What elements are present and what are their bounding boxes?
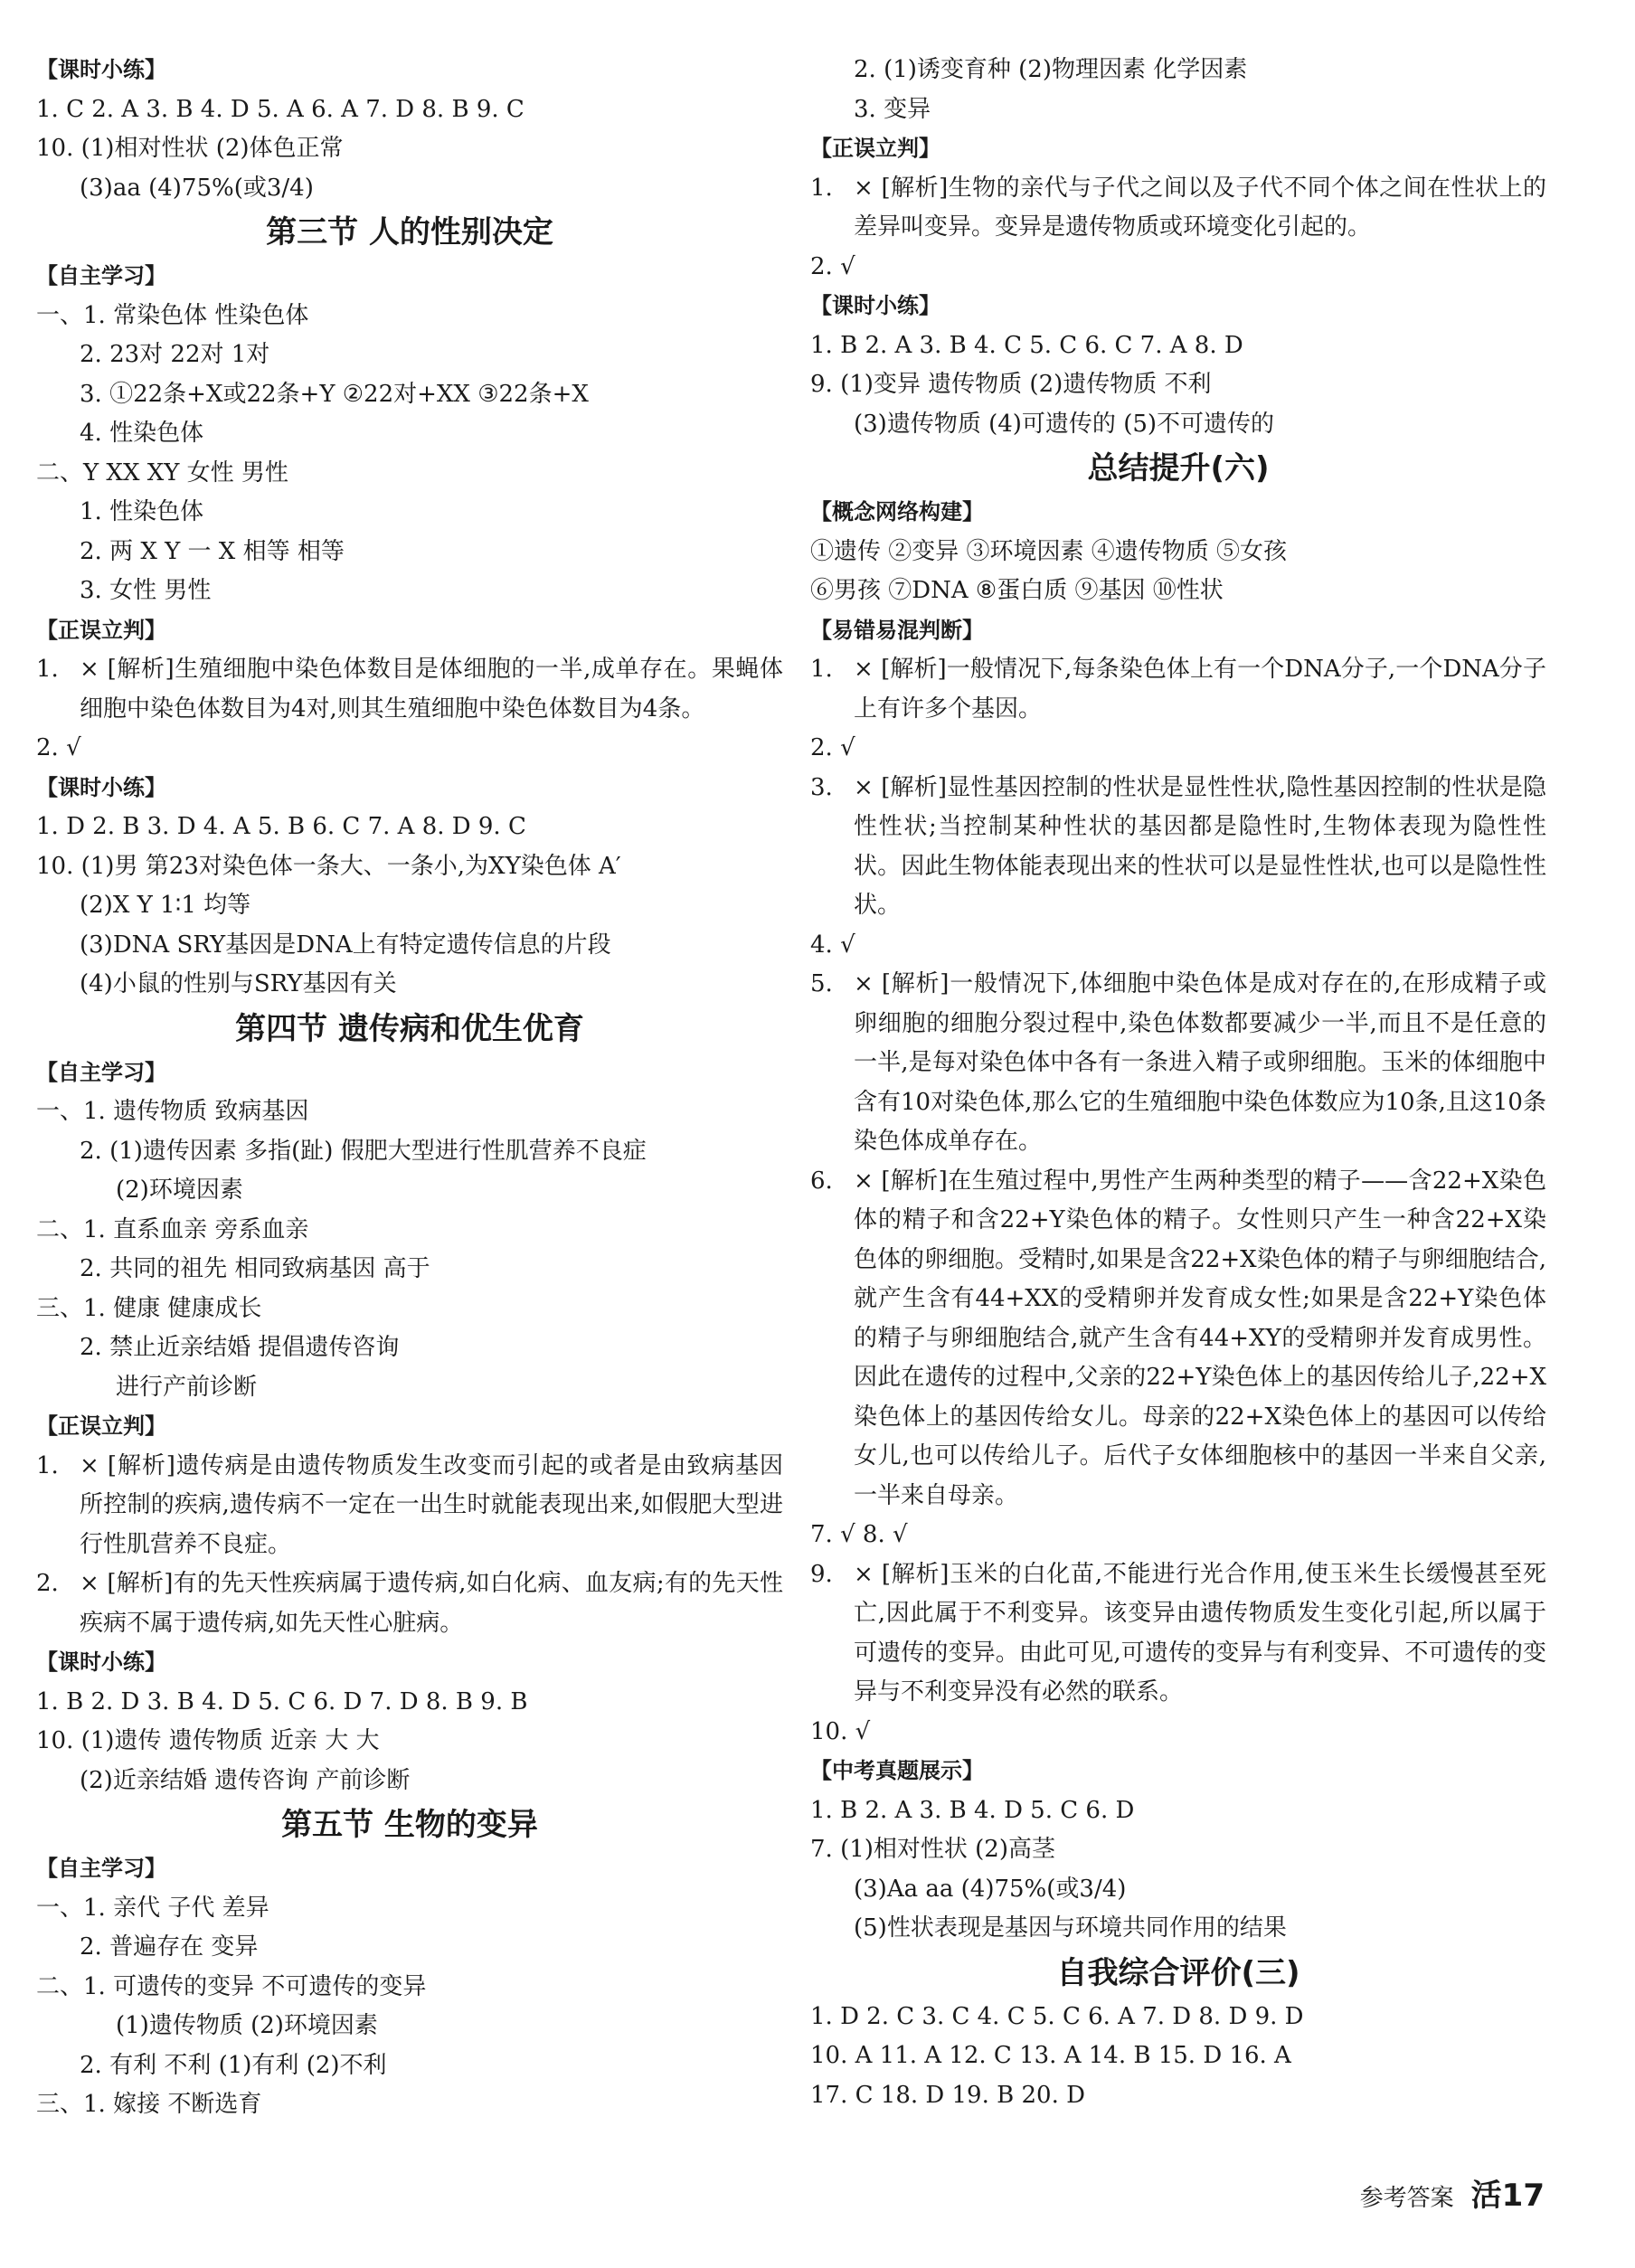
answer-line: 2. (1)诱变育种 (2)物理因素 化学因素: [854, 56, 1248, 83]
answer-line: 1. B 2. A 3. B 4. C 5. C 6. C 7. A 8. D: [810, 331, 1243, 359]
answer-line: 10. A 11. A 12. C 13. A 14. B 15. D 16. A: [810, 2042, 1291, 2069]
answer-line: 1. D 2. C 3. C 4. C 5. C 6. A 7. D 8. D 9. D: [810, 2002, 1304, 2030]
answer-line: (5)性状表现是基因与环境共同作用的结果: [854, 1914, 1287, 1942]
answer-line: 4. √: [810, 931, 855, 959]
explanation-item: [810, 1162, 1546, 1517]
answer-line: (4)小鼠的性别与SRY基因有关: [80, 970, 397, 997]
answer-line: 10. (1)男 第23对染色体一条大、一条小,为XY染色体 A′: [36, 852, 621, 880]
answer-line: 二、Y XX XY 女性 男性: [36, 458, 288, 487]
answer-line: 7. √ 8. √: [810, 1521, 908, 1548]
item-number: 9.: [810, 1560, 833, 1588]
section-heading: 第三节 人的性别决定: [266, 214, 553, 250]
answer-line: 2. 两 X Y 一 X 相等 相等: [80, 537, 345, 565]
section-label: 【自主学习】: [36, 263, 166, 288]
left-column: [36, 51, 783, 2125]
answer-line: 二、1. 直系血亲 旁系血亲: [36, 1215, 309, 1243]
item-number: 3.: [810, 773, 833, 801]
answer-line: 一、1. 亲代 子代 差异: [36, 1894, 269, 1922]
item-text: × [解析]显性基因控制的性状是显性性状,隐性基因控制的性状是隐性性状;当控制某种性状的基因都是隐性时,生物体表现为隐性性状。因此生物体能表现出来的性状可以是显性性状,也可以是隐性性状。: [854, 773, 1546, 919]
item-number: 1.: [810, 174, 833, 202]
answer-line: 7. (1)相对性状 (2)高茎: [810, 1836, 1055, 1863]
item-number: 1.: [36, 1451, 59, 1479]
answer-line: 三、1. 嫁接 不断选育: [36, 2091, 262, 2118]
answer-line: 二、1. 可遗传的变异 不可遗传的变异: [36, 1972, 427, 2000]
answer-line: 1. C 2. A 3. B 4. D 5. A 6. A 7. D 8. B 9. C: [36, 95, 525, 123]
page-number: 活17: [1470, 2178, 1545, 2214]
answer-line: ⑥男孩 ⑦DNA ⑧蛋白质 ⑨基因 ⑩性状: [810, 577, 1224, 604]
item-number: 2.: [36, 1570, 59, 1597]
answer-line: 10. (1)遗传 遗传物质 近亲 大 大: [36, 1727, 380, 1754]
section-label: 【正误立判】: [36, 1413, 166, 1439]
section-label: 【易错易混判断】: [810, 617, 984, 643]
item-number: 1.: [36, 656, 59, 683]
answer-line: 2. 有利 不利 (1)有利 (2)不利: [80, 2051, 387, 2079]
answer-line: 2. √: [810, 252, 855, 280]
answer-line: 1. B 2. A 3. B 4. D 5. C 6. D: [810, 1796, 1135, 1824]
answer-line: 3. 女性 男性: [80, 577, 212, 604]
explanation-item: [810, 1555, 1546, 1713]
item-text: × [解析]在生殖过程中,男性产生两种类型的精子——含22+X染色体的精子和含22+Y染色体的精子。女性则只产生一种含22+X染色体的卵细胞。受精时,如果是含22+X染色体的精子与卵细胞结合,就产生含有44+XX的受精卵并发育成女性;如果是含22+Y染色体的精子与卵细胞结合,就产生含有44+XY的受精卵并发育成男性。因此在遗传的过程中,父亲的22+Y染色体上的基因传给儿子,22+X染色体上的基因传给女儿。母亲的22+X染色体上的基因可以传给女儿,也可以传给儿子。后代子女体细胞核中的基因一半来自父亲,一半来自母亲。: [854, 1167, 1546, 1509]
section-label: 【自主学习】: [36, 1856, 166, 1881]
answer-line: (2)X Y 1∶1 均等: [80, 892, 251, 919]
section-label: 【自主学习】: [36, 1059, 166, 1085]
item-text: × [解析]一般情况下,每条染色体上有一个DNA分子,一个DNA分子上有许多个基因。: [854, 656, 1546, 723]
item-number: 6.: [810, 1167, 833, 1195]
answer-line: 10. √: [810, 1717, 871, 1745]
section-label: 【正误立判】: [36, 617, 166, 643]
section-heading: 总结提升(六): [1087, 450, 1270, 487]
item-number: 1.: [810, 656, 833, 683]
explanation-item: [36, 1564, 783, 1643]
item-text: × [解析]有的先天性疾病属于遗传病,如白化病、血友病;有的先天性疾病不属于遗传病,如先天性心脏病。: [80, 1570, 783, 1637]
answer-line: 1. D 2. B 3. D 4. A 5. B 6. C 7. A 8. D 9. C: [36, 813, 526, 840]
answer-line: 10. (1)相对性状 (2)体色正常: [36, 135, 344, 162]
explanation-item: [810, 169, 1546, 248]
answer-line: 17. C 18. D 19. B 20. D: [810, 2081, 1085, 2109]
section-label: 【正误立判】: [810, 136, 940, 161]
answer-line: (3)DNA SRY基因是DNA上有特定遗传信息的片段: [80, 931, 611, 959]
section-heading: 第四节 遗传病和优生优育: [235, 1010, 584, 1047]
item-text: × [解析]生殖细胞中染色体数目是体细胞的一半,成单存在。果蝇体细胞中染色体数目为4对,则其生殖细胞中染色体数目为4条。: [80, 656, 783, 723]
answer-line: 三、1. 健康 健康成长: [36, 1294, 262, 1322]
explanation-item: [810, 965, 1546, 1162]
answer-line: (1)遗传物质 (2)环境因素: [116, 2012, 378, 2039]
answer-line: 9. (1)变异 遗传物质 (2)遗传物质 不利: [810, 371, 1212, 398]
item-text: × [解析]遗传病是由遗传物质发生改变而引起的或者是由致病基因所控制的疾病,遗传病不一定在一出生时就能表现出来,如假肥大型进行性肌营养不良症。: [80, 1451, 783, 1558]
section-heading: 第五节 生物的变异: [281, 1807, 538, 1843]
section-label: 【中考真题展示】: [810, 1758, 984, 1783]
answer-line: (2)环境因素: [116, 1177, 243, 1204]
item-text: × [解析]玉米的白化苗,不能进行光合作用,使玉米生长缓慢甚至死亡,因此属于不利变异。该变异由遗传物质发生变化引起,所以属于可遗传的变异。由此可见,可遗传的变异与有利变异、不可遗传的变异与不利变异没有必然的联系。: [854, 1560, 1546, 1706]
answer-line: 一、1. 常染色体 性染色体: [36, 301, 309, 329]
page-footer: [1360, 2170, 1545, 2215]
answer-line: 进行产前诊断: [116, 1373, 258, 1401]
answer-line: ①遗传 ②变异 ③环境因素 ④遗传物质 ⑤女孩: [810, 537, 1288, 565]
item-number: 5.: [810, 970, 833, 997]
explanation-item: [36, 650, 783, 729]
answer-line: (3)aa (4)75%(或3/4): [80, 174, 314, 202]
answer-line: 3. 变异: [854, 95, 931, 123]
answer-line: 2. √: [810, 734, 855, 761]
section-label: 【课时小练】: [36, 1649, 166, 1675]
answer-line: 4. 性染色体: [80, 420, 204, 447]
explanation-item: [810, 769, 1546, 926]
answer-line: 3. ①22条+X或22条+Y ②22对+XX ③22条+X: [80, 380, 589, 408]
answer-line: 一、1. 遗传物质 致病基因: [36, 1098, 309, 1125]
item-text: × [解析]生物的亲代与子代之间以及子代不同个体之间在性状上的差异叫变异。变异是遗传物质或环境变化引起的。: [854, 174, 1546, 241]
section-label: 【课时小练】: [36, 774, 166, 800]
answer-line: 2. √: [36, 734, 81, 761]
answer-line: (3)遗传物质 (4)可遗传的 (5)不可遗传的: [854, 410, 1275, 438]
section-label: 【概念网络构建】: [810, 499, 984, 524]
item-text: × [解析]一般情况下,体细胞中染色体是成对存在的,在形成精子或卵细胞的细胞分裂过程中,染色体数都要减少一半,而且不是任意的一半,是每对染色体中各有一条进入精子或卵细胞。玉米的体细胞中含有10对染色体,那么它的生殖细胞中染色体数应为10条,且这10条染色体成单存在。: [854, 970, 1546, 1155]
section-label: 【课时小练】: [810, 293, 940, 318]
explanation-item: [810, 650, 1546, 729]
answer-line: 1. 性染色体: [80, 498, 204, 525]
answer-line: (3)Aa aa (4)75%(或3/4): [854, 1875, 1127, 1903]
answer-line: 2. 禁止近亲结婚 提倡遗传咨询: [80, 1334, 400, 1361]
answer-line: 1. B 2. D 3. B 4. D 5. C 6. D 7. D 8. B 9. B: [36, 1687, 528, 1715]
explanation-item: [36, 1447, 783, 1565]
answer-line: (2)近亲结婚 遗传咨询 产前诊断: [80, 1766, 411, 1794]
section-label: 【课时小练】: [36, 57, 166, 82]
answer-line: 2. 共同的祖先 相同致病基因 高于: [80, 1255, 430, 1282]
answer-line: 2. 23对 22对 1对: [80, 341, 270, 368]
answer-line: 2. (1)遗传因素 多指(趾) 假肥大型进行性肌营养不良症: [80, 1137, 647, 1165]
answer-line: 2. 普遍存在 变异: [80, 1933, 259, 1961]
footer-label: 参考答案: [1359, 2185, 1454, 2212]
section-heading: 自我综合评价(三): [1056, 1954, 1300, 1991]
right-column: [810, 51, 1546, 2115]
